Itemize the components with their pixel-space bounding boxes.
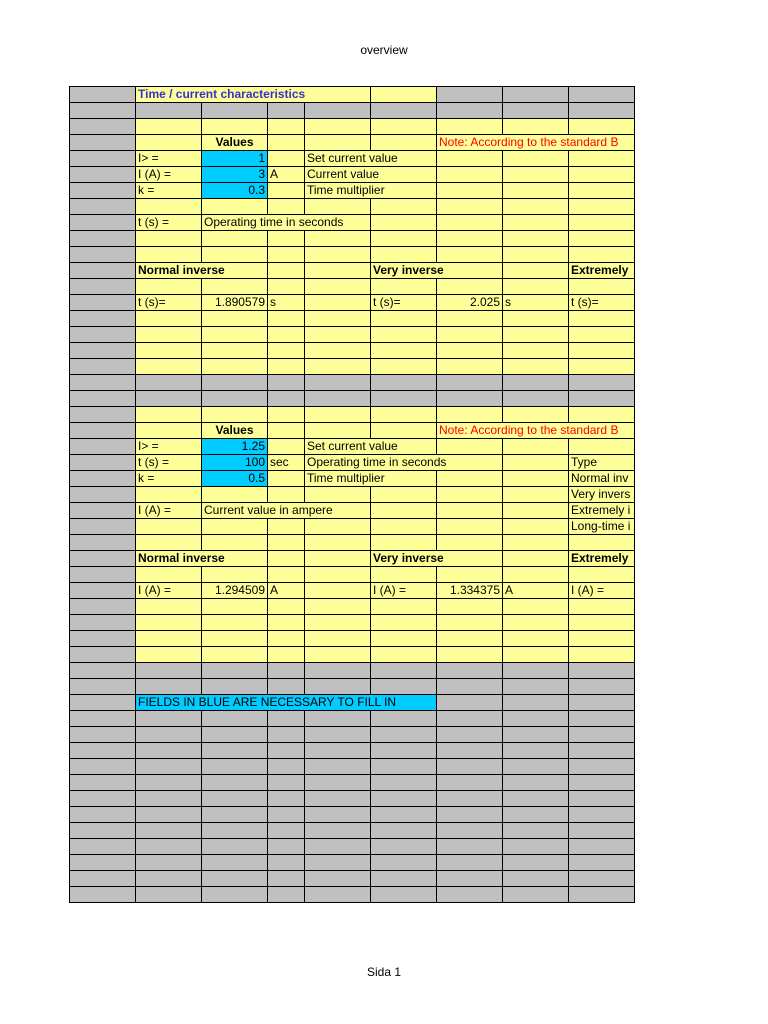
label-current-value-1: I (A) = (136, 167, 202, 183)
values-heading-1: Values (202, 135, 268, 151)
standard-note-2: Note: According to the standard B (437, 423, 635, 439)
box-label-normal-inverse-2: I (A) = (136, 583, 202, 599)
page-header: overview (360, 43, 408, 57)
desc-time-multiplier-2: Time multiplier (305, 471, 437, 487)
label-operating-time-2: t (s) = (136, 455, 202, 471)
standard-note-1: Note: According to the standard B (437, 135, 635, 151)
input-time-multiplier-2[interactable]: 0.5 (202, 471, 268, 487)
box-title-normal-inverse-2: Normal inverse (136, 551, 268, 567)
type-heading: Type (569, 455, 635, 471)
fill-in-note: FIELDS IN BLUE ARE NECESSARY TO FILL IN (136, 695, 437, 711)
input-time-multiplier-1[interactable]: 0.3 (202, 183, 268, 199)
label-set-current-1: I> = (136, 151, 202, 167)
sheet-title: Time / current characteristics (136, 87, 371, 103)
desc-current-ampere-2: Current value in ampere (202, 503, 371, 519)
desc-set-current-2: Set current value (305, 439, 437, 455)
unit-current-value-1: A (268, 167, 305, 183)
input-set-current-1[interactable]: 1 (202, 151, 268, 167)
input-operating-time-2[interactable]: 100 (202, 455, 268, 471)
box-title-extremely-1: Extremely (569, 263, 635, 279)
type-item: Extremely i (569, 503, 635, 519)
type-item: Long-time i (569, 519, 635, 535)
box-title-very-inverse-2: Very inverse (371, 551, 503, 567)
label-current-ampere-2: I (A) = (136, 503, 202, 519)
spreadsheet-grid (69, 86, 635, 903)
input-set-current-2[interactable]: 1.25 (202, 439, 268, 455)
values-heading-2: Values (202, 423, 268, 439)
box-unit-normal-inverse-1: s (268, 295, 305, 311)
spreadsheet-page (69, 86, 635, 903)
input-current-value-1[interactable]: 3 (202, 167, 268, 183)
type-item: Normal inv (569, 471, 635, 487)
box-label-extremely-2: I (A) = (569, 583, 635, 599)
box-label-very-inverse-1: t (s)= (371, 295, 437, 311)
desc-operating-time-2: Operating time in seconds (305, 455, 503, 471)
label-time-multiplier-1: k = (136, 183, 202, 199)
box-unit-very-inverse-1: s (503, 295, 569, 311)
box-title-extremely-2: Extremely (569, 551, 635, 567)
box-value-very-inverse-2: 1.334375 (437, 583, 503, 599)
box-value-normal-inverse-1: 1.890579 (202, 295, 268, 311)
desc-set-current-1: Set current value (305, 151, 437, 167)
type-item: Very invers (569, 487, 635, 503)
unit-operating-time-2: sec (268, 455, 305, 471)
box-label-extremely-1: t (s)= (569, 295, 635, 311)
box-title-normal-inverse-1: Normal inverse (136, 263, 268, 279)
box-value-normal-inverse-2: 1.294509 (202, 583, 268, 599)
box-label-normal-inverse-1: t (s)= (136, 295, 202, 311)
box-unit-very-inverse-2: A (503, 583, 569, 599)
box-unit-normal-inverse-2: A (268, 583, 305, 599)
box-label-very-inverse-2: I (A) = (371, 583, 437, 599)
desc-time-multiplier-1: Time multiplier (305, 183, 437, 199)
box-value-very-inverse-1: 2.025 (437, 295, 503, 311)
label-time-multiplier-2: k = (136, 471, 202, 487)
page-footer: Sida 1 (366, 965, 402, 979)
desc-operating-time-1: Operating time in seconds (202, 215, 371, 231)
desc-current-value-1: Current value (305, 167, 437, 183)
label-set-current-2: I> = (136, 439, 202, 455)
label-operating-time-1: t (s) = (136, 215, 202, 231)
box-title-very-inverse-1: Very inverse (371, 263, 503, 279)
